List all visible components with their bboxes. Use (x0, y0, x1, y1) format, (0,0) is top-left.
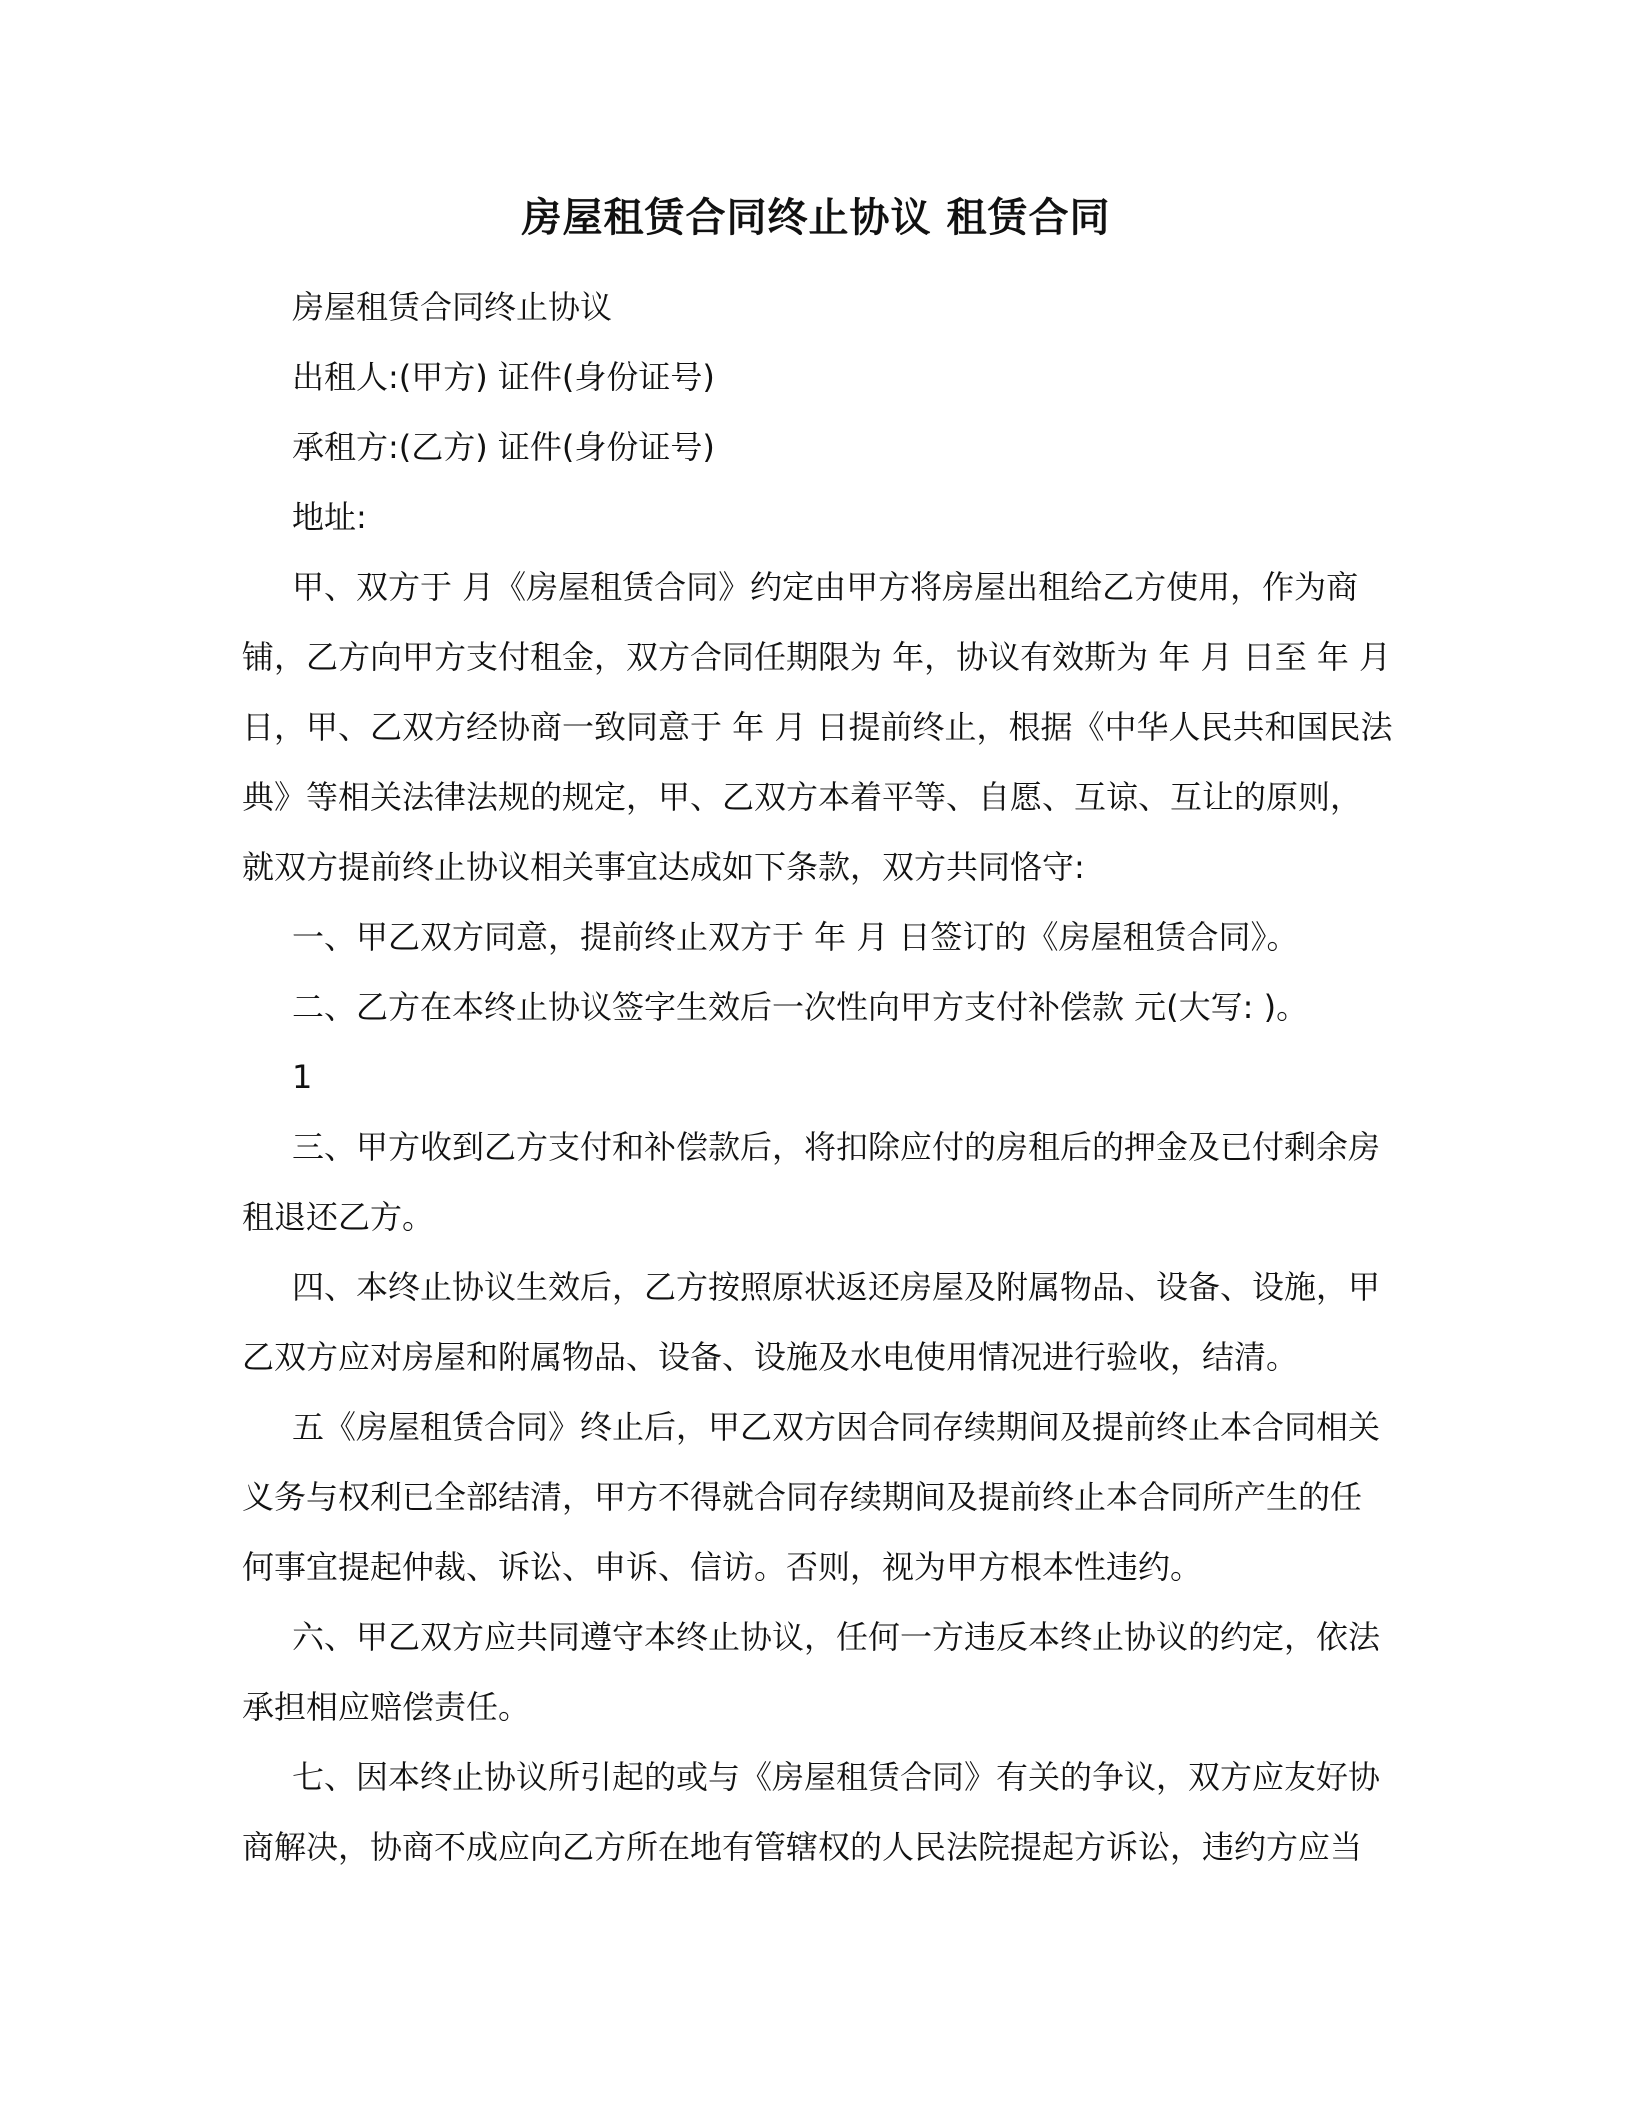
document-title: 房屋租赁合同终止协议 租赁合同 (521, 195, 1111, 241)
lessee-line: 承租方:(乙方) 证件(身份证号) (292, 428, 715, 466)
clause-2: 二、乙方在本终止协议签字生效后一次性向甲方支付补偿款 元(大写: )。 (292, 988, 1309, 1026)
preamble-line: 铺，乙方向甲方支付租金，双方合同任期限为 年，协议有效斯为 年 月 日至 年 月 (242, 638, 1392, 676)
clause-line: 四、本终止协议生效后，乙方按照原状返还房屋及附属物品、设备、设施，甲 (292, 1268, 1381, 1306)
lessor-line: 出租人:(甲方) 证件(身份证号) (292, 358, 715, 396)
clause-line: 七、因本终止协议所引起的或与《房屋租赁合同》有关的争议，双方应友好协 (292, 1758, 1381, 1796)
clause-line: 商解决，协商不成应向乙方所在地有管辖权的人民法院提起方诉讼，违约方应当 (242, 1828, 1363, 1866)
clause-line: 六、甲乙双方应共同遵守本终止协议，任何一方违反本终止协议的约定，依法 (292, 1618, 1381, 1656)
clause-line: 租退还乙方。 (242, 1198, 435, 1236)
clause-4 (242, 1252, 1392, 1392)
preamble-line: 日，甲、乙双方经协商一致同意于 年 月 日提前终止，根据《中华人民共和国民法 (242, 708, 1393, 746)
preamble-line: 甲、双方于 月《房屋租赁合同》约定由甲方将房屋出租给乙方使用，作为商 (292, 568, 1359, 606)
preamble-paragraph (242, 552, 1392, 902)
clause-line: 义务与权利已全部结清，甲方不得就合同存续期间及提前终止本合同所产生的任 (242, 1478, 1363, 1516)
clause-line: 承担相应赔偿责任。 (242, 1688, 531, 1726)
clause-line: 五《房屋租赁合同》终止后，甲乙双方因合同存续期间及提前终止本合同相关 (292, 1408, 1381, 1446)
clause-6 (242, 1602, 1392, 1742)
subtitle: 房屋租赁合同终止协议 (292, 288, 613, 326)
address-line: 地址: (292, 498, 367, 536)
clause-5 (242, 1392, 1392, 1602)
page-number: 1 (292, 1058, 313, 1096)
clause-line: 何事宜提起仲裁、诉讼、申诉、信访。否则，视为甲方根本性违约。 (242, 1548, 1203, 1586)
clause-3 (242, 1112, 1392, 1252)
clause-line: 乙双方应对房屋和附属物品、设备、设施及水电使用情况进行验收，结清。 (242, 1338, 1299, 1376)
clause-7 (242, 1742, 1392, 1882)
clause-1: 一、甲乙双方同意，提前终止双方于 年 月 日签订的《房屋租赁合同》。 (292, 918, 1299, 956)
preamble-line: 典》等相关法律法规的规定，甲、乙双方本着平等、自愿、互谅、互让的原则， (242, 778, 1363, 816)
preamble-line: 就双方提前终止协议相关事宜达成如下条款，双方共同恪守: (242, 848, 1085, 886)
clause-line: 三、甲方收到乙方支付和补偿款后，将扣除应付的房租后的押金及已付剩余房 (292, 1128, 1381, 1166)
document-body (242, 272, 1392, 1882)
